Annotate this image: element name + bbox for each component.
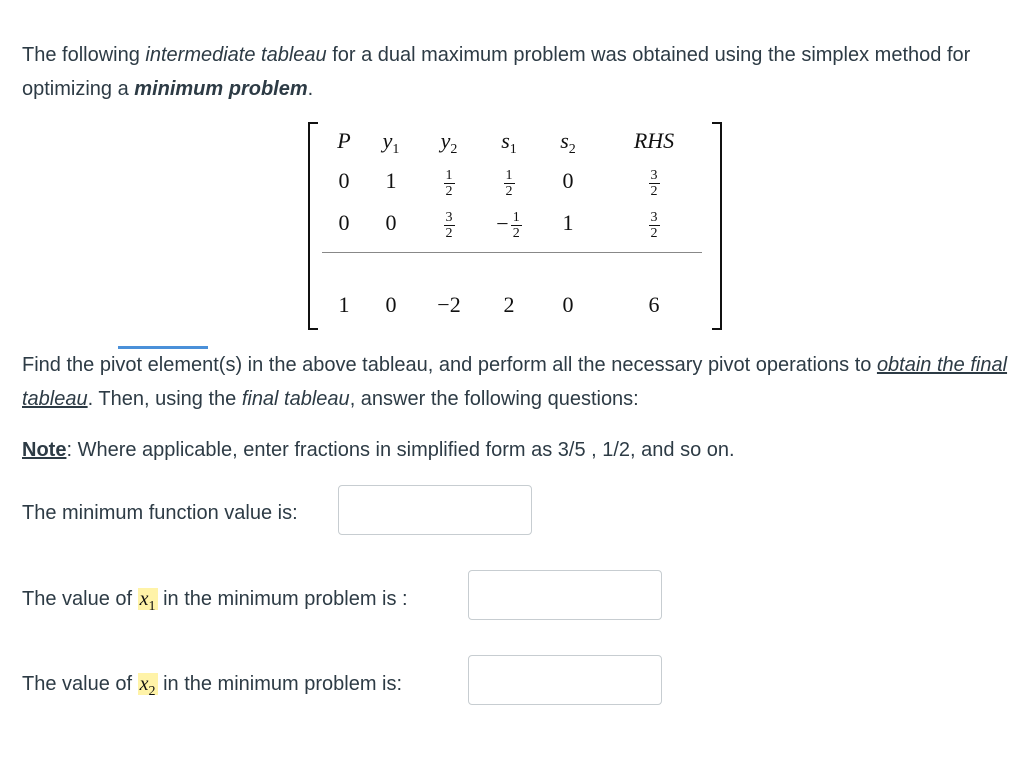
fraction (511, 210, 522, 241)
minimum-value-input[interactable] (338, 485, 532, 535)
tableau-header-3 (481, 128, 537, 157)
question-1-label: The minimum function value is: (22, 502, 298, 524)
question-2-prefix: The value of (22, 588, 138, 610)
x2-value-input[interactable] (468, 655, 662, 705)
x1-value-input[interactable] (468, 570, 662, 620)
header-base: RHS (633, 128, 675, 153)
tableau-cell-r0-c3 (481, 168, 537, 199)
tableau-cell-r0-c0: 0 (338, 168, 350, 193)
question-minimum-value (22, 502, 298, 525)
header-base: s (501, 128, 510, 153)
fraction-denominator: 2 (650, 226, 658, 241)
tableau-objective-c1: 0 (385, 292, 397, 317)
tableau-objective-c3: 2 (503, 292, 515, 317)
instructions-text-2: . Then, using the (87, 388, 242, 410)
fraction-denominator: 2 (650, 184, 658, 199)
fraction-numerator: 1 (505, 168, 513, 183)
header-subscript: 2 (568, 142, 576, 157)
header-base: P (337, 128, 351, 153)
question-2-suffix: in the minimum problem is : (157, 588, 408, 610)
x1-subscript: 1 (148, 599, 156, 614)
tableau-cell-r1-c4: 1 (562, 210, 574, 235)
question-x1-value (22, 588, 408, 614)
intro-italic-term: intermediate tableau (145, 44, 327, 66)
note-label: Note (22, 439, 67, 461)
tableau-cell-r1-c0: 0 (338, 210, 350, 235)
intro-bold-term: minimum problem (134, 78, 308, 100)
fraction (444, 210, 455, 241)
x2-subscript: 2 (148, 684, 156, 699)
x2-base: x (139, 673, 149, 695)
intro-text-3: . (307, 78, 314, 100)
question-3-prefix: The value of (22, 673, 138, 695)
tableau-header-1 (363, 128, 419, 157)
header-base: y (382, 128, 393, 153)
header-subscript: 2 (450, 142, 458, 157)
note-text: : Where applicable, enter fractions in simplified form as 3/5 , 1/2, and so on. (66, 439, 735, 461)
question-3-suffix: in the minimum problem is: (157, 673, 403, 695)
fraction (649, 210, 660, 241)
x1-variable (138, 588, 158, 614)
fraction (444, 168, 455, 199)
tableau-objective-c0: 1 (338, 292, 350, 317)
tableau-cell-r0-c1: 1 (385, 168, 397, 193)
tableau-cell-r1-c1: 0 (385, 210, 397, 235)
tableau-cell-r1-c3 (481, 210, 537, 241)
x1-base: x (139, 588, 149, 610)
intro-text-2: for a dual maximum problem was obtained using the simplex method for optimizing a (22, 44, 971, 100)
fraction (649, 168, 660, 199)
fraction-denominator: 2 (505, 184, 513, 199)
fraction-numerator: 1 (445, 168, 453, 183)
header-base: s (560, 128, 569, 153)
intro-text-1: The following (22, 44, 146, 66)
tableau-objective-c2: −2 (437, 292, 461, 317)
fraction-denominator: 2 (445, 226, 453, 241)
tableau-right-bracket (712, 122, 722, 330)
fraction (504, 168, 515, 199)
tableau-objective-c5: 6 (648, 292, 660, 317)
header-subscript: 1 (509, 142, 517, 157)
tableau-cell-r0-c4: 0 (562, 168, 574, 193)
fraction-numerator: 3 (650, 210, 658, 225)
x2-variable (138, 673, 158, 699)
instructions-italic: final tableau (241, 388, 350, 410)
fraction-denominator: 2 (445, 184, 453, 199)
fraction-numerator: 1 (512, 210, 520, 225)
note-paragraph (22, 433, 1012, 467)
tableau-cell-r0-c2 (421, 168, 477, 199)
tableau-cell-r0-c5 (609, 168, 699, 199)
tableau-header-5 (609, 128, 699, 154)
instructions-paragraph (22, 348, 1012, 416)
tableau-objective-c4: 0 (562, 292, 574, 317)
fraction-numerator: 3 (650, 168, 658, 183)
intro-paragraph (22, 38, 1012, 106)
tableau-cell-r1-c5 (609, 210, 699, 241)
question-x2-value (22, 673, 403, 699)
negative-sign: − (496, 210, 509, 236)
tableau-header-4 (540, 128, 596, 157)
tableau-header-2 (421, 128, 477, 157)
simplex-tableau (308, 122, 722, 328)
instructions-text-3: , answer the following questions: (349, 388, 639, 410)
instructions-underlined: obtain the final tableau (22, 354, 1008, 410)
tableau-cell-r1-c2 (421, 210, 477, 241)
fraction-numerator: 3 (445, 210, 453, 225)
fraction-denominator: 2 (512, 226, 520, 241)
header-subscript: 1 (392, 142, 400, 157)
header-base: y (440, 128, 451, 153)
instructions-text-1: Find the pivot element(s) in the above tableau, and perform all the necessary pivot operations to (22, 354, 877, 376)
tableau-divider (322, 252, 702, 253)
